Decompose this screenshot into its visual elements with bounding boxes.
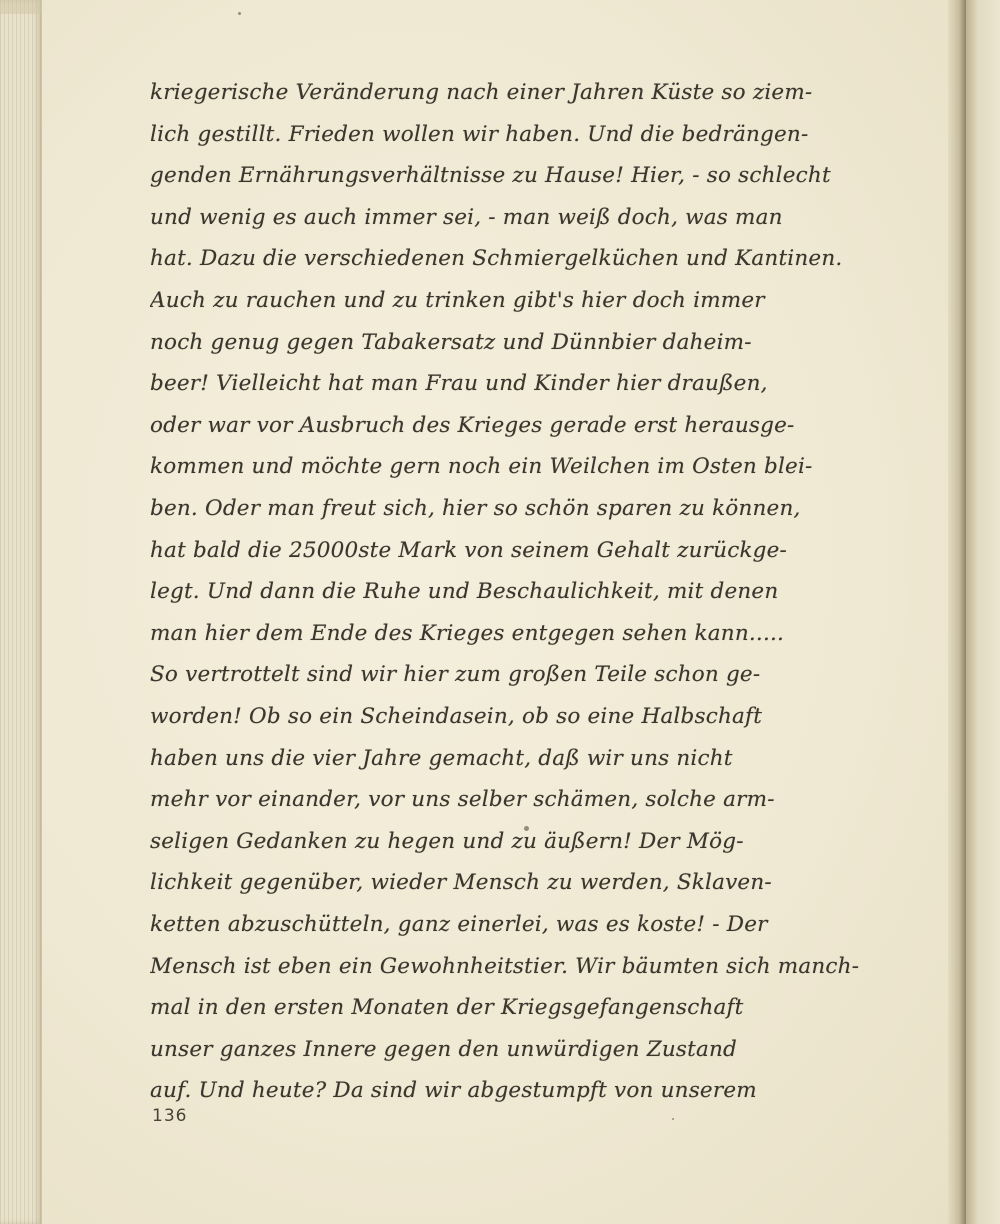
text-line: ben. Oder man freut sich, hier so schön sparen zu können, bbox=[150, 496, 801, 521]
text-line: legt. Und dann die Ruhe und Beschaulichkeit, mit denen bbox=[150, 579, 779, 605]
text-line: worden! Ob so ein Scheindasein, ob so eine Halbschaft bbox=[150, 704, 763, 729]
text-line: hat. Dazu die verschiedenen Schmiergelküchen und Kantinen. bbox=[150, 246, 843, 272]
stacked-page-edges bbox=[0, 0, 42, 1224]
handwritten-text-block bbox=[150, 74, 890, 1104]
text-line: kommen und möchte gern noch ein Weilchen im Osten blei- bbox=[150, 454, 813, 480]
text-line: mal in den ersten Monaten der Kriegsgefangenschaft bbox=[150, 995, 744, 1021]
text-line: Auch zu rauchen und zu trinken gibt's hier doch immer bbox=[150, 288, 765, 313]
text-line: oder war vor Ausbruch des Krieges gerade erst herausge- bbox=[150, 412, 795, 438]
text-line: So vertrottelt sind wir hier zum großen Teile schon ge- bbox=[150, 662, 761, 688]
text-line: Mensch ist eben ein Gewohnheitstier. Wir bäumten sich manch- bbox=[150, 953, 860, 979]
facing-page-edge bbox=[966, 0, 1000, 1224]
text-line: kriegerische Veränderung nach einer Jahren Küste so ziem- bbox=[150, 80, 813, 105]
paper-speck bbox=[238, 12, 241, 15]
text-line: und wenig es auch immer sei, - man weiß doch, was man bbox=[150, 204, 783, 230]
page-edge-shadow bbox=[0, 0, 42, 14]
text-line: beer! Vielleicht hat man Frau und Kinder hier draußen, bbox=[150, 371, 768, 397]
text-line: seligen Gedanken zu hegen und zu äußern! Der Mög- bbox=[150, 828, 744, 854]
page-number: 136 bbox=[152, 1106, 188, 1126]
text-line: auf. Und heute? Da sind wir abgestumpft von unserem bbox=[150, 1078, 757, 1104]
text-line: unser ganzes Innere gegen den unwürdigen Zustand bbox=[150, 1036, 737, 1062]
text-line: hat bald die 25000ste Mark von seinem Gehalt zurückge- bbox=[150, 537, 788, 563]
text-line: mehr vor einander, vor uns selber schämen, solche arm- bbox=[150, 787, 775, 813]
text-line: ketten abzuschütteln, ganz einerlei, was es koste! - Der bbox=[150, 912, 768, 937]
text-line: man hier dem Ende des Krieges entgegen sehen kann..... bbox=[150, 620, 785, 646]
book-gutter bbox=[948, 0, 966, 1224]
text-line: haben uns die vier Jahre gemacht, daß wir uns nicht bbox=[150, 745, 733, 771]
text-line: lichkeit gegenüber, wieder Mensch zu werden, Sklaven- bbox=[150, 870, 772, 896]
paper-speck bbox=[672, 1118, 674, 1120]
text-line: lich gestillt. Frieden wollen wir haben. Und die bedrängen- bbox=[150, 121, 809, 147]
text-line: noch genug gegen Tabakersatz und Dünnbier daheim- bbox=[150, 329, 752, 355]
text-line: genden Ernährungsverhältnisse zu Hause! Hier, - so schlecht bbox=[150, 163, 831, 189]
